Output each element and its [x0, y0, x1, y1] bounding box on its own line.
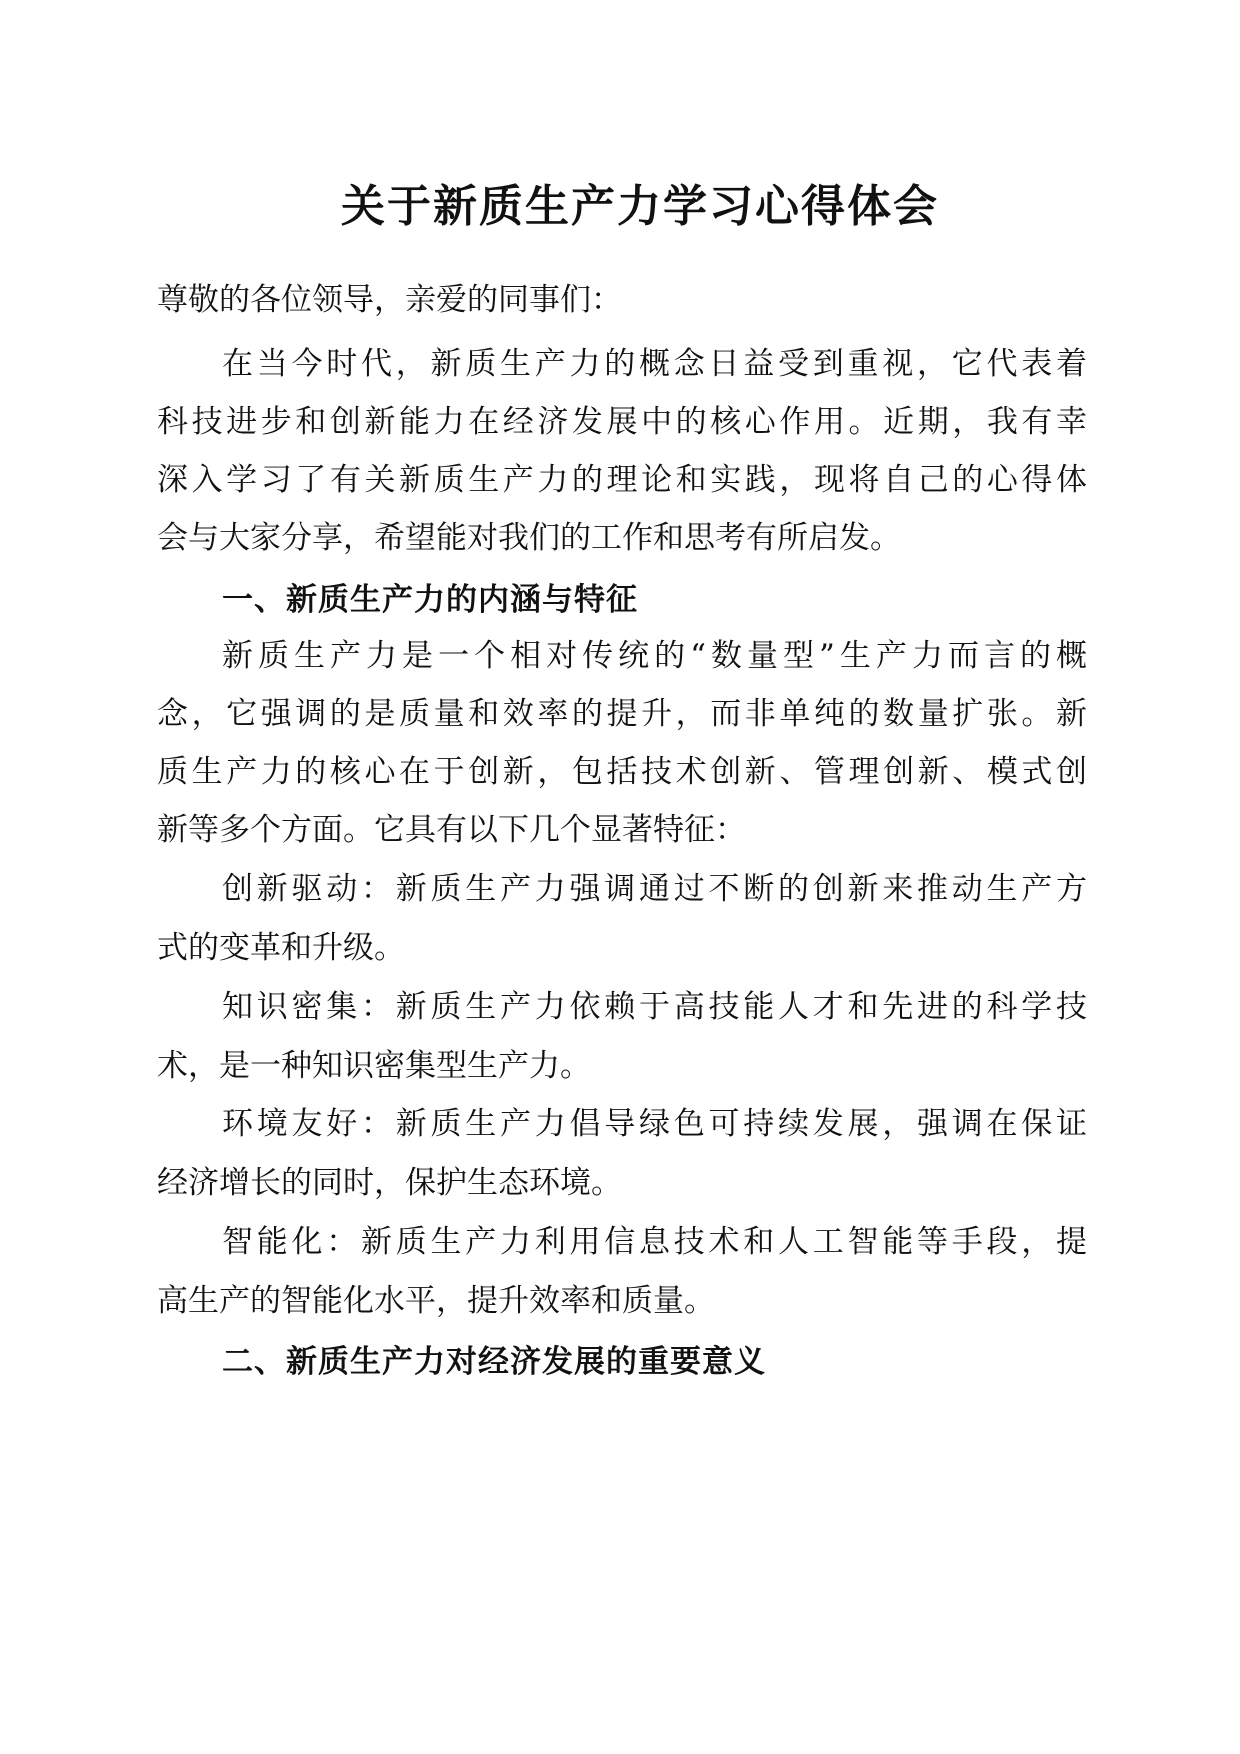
greeting: 尊敬的各位领导，亲爱的同事们：: [157, 282, 622, 318]
intro-line: 在当今时代，新质生产力的概念日益受到重视，它代表着: [222, 346, 1087, 382]
body-line: 念，它强调的是质量和效率的提升，而非单纯的数量扩张。新: [157, 696, 1087, 732]
body-line: 新质生产力是一个相对传统的“数量型”生产力而言的概: [222, 638, 1087, 674]
body-line: 新等多个方面。它具有以下几个显著特征：: [157, 812, 746, 848]
feature-line: 智能化：新质生产力利用信息技术和人工智能等手段，提: [222, 1224, 1087, 1260]
intro-line: 会与大家分享，希望能对我们的工作和思考有所启发。: [157, 520, 901, 556]
page-title: 关于新质生产力学习心得体会: [341, 181, 939, 232]
feature-line: 环境友好：新质生产力倡导绿色可持续发展，强调在保证: [222, 1106, 1087, 1142]
feature-line: 术，是一种知识密集型生产力。: [157, 1048, 591, 1084]
feature-line: 经济增长的同时，保护生态环境。: [157, 1165, 622, 1201]
feature-line: 高生产的智能化水平，提升效率和质量。: [157, 1283, 715, 1319]
intro-line: 科技进步和创新能力在经济发展中的核心作用。近期，我有幸: [157, 404, 1087, 440]
section-heading: 一、新质生产力的内涵与特征: [222, 582, 638, 618]
body-line: 质生产力的核心在于创新，包括技术创新、管理创新、模式创: [157, 754, 1087, 790]
feature-line: 式的变革和升级。: [157, 930, 405, 966]
section-heading: 二、新质生产力对经济发展的重要意义: [222, 1344, 766, 1380]
intro-line: 深入学习了有关新质生产力的理论和实践，现将自己的心得体: [157, 462, 1087, 498]
feature-line: 创新驱动：新质生产力强调通过不断的创新来推动生产方: [222, 871, 1087, 907]
feature-line: 知识密集：新质生产力依赖于高技能人才和先进的科学技: [222, 989, 1087, 1025]
